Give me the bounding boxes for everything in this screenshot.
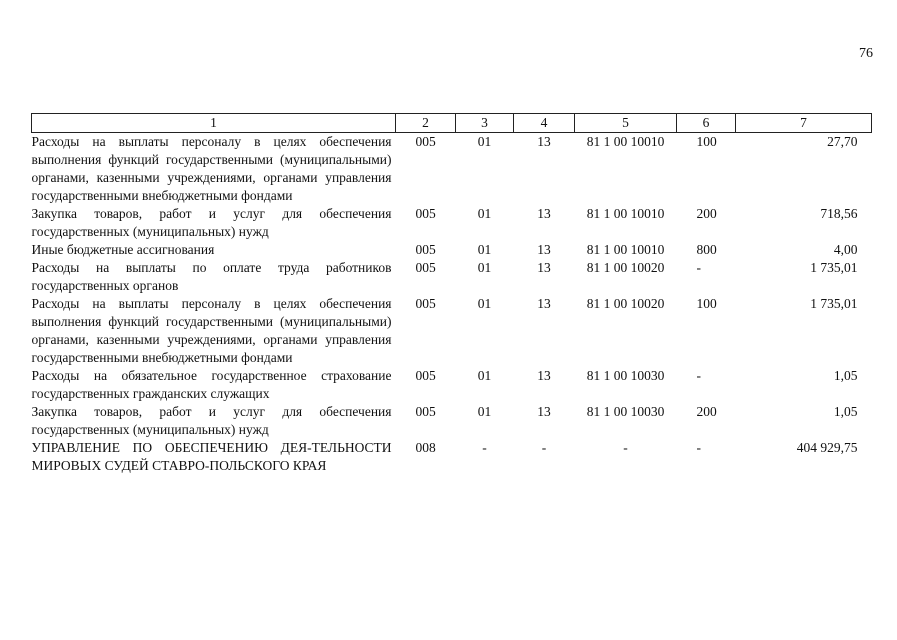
row-name: Закупка товаров, работ и услуг для обеспечения государственных (муниципальных) нужд — [31, 404, 392, 437]
row-target-item-code: 81 1 00 10010 — [586, 242, 665, 257]
row-subsection-code: 13 — [537, 206, 551, 221]
row-ministry-code: 005 — [415, 134, 436, 149]
row-subsection-code: 13 — [537, 368, 551, 383]
table-header-row — [32, 114, 872, 133]
column-header-7: 7 — [736, 114, 872, 133]
row-ministry-code: 005 — [415, 404, 436, 419]
row-amount: 4,00 — [833, 242, 858, 257]
row-name: Расходы на выплаты персоналу в целях обеспечения выполнения функций государственными (муниципальными) органами, казенными учреждениями, органами управления государственными внебюджетными фондами — [31, 296, 392, 365]
row-expense-type-code: 800 — [696, 242, 717, 257]
row-expense-type-code: - — [696, 440, 701, 455]
row-amount: 1 735,01 — [810, 296, 858, 311]
row-ministry-code: 005 — [415, 368, 436, 383]
row-ministry-code: 008 — [415, 440, 436, 455]
table-row — [32, 259, 872, 295]
row-name: Расходы на выплаты по оплате труда работников государственных органов — [31, 260, 392, 293]
row-expense-type-code: 100 — [696, 296, 717, 311]
row-target-item-code: 81 1 00 10010 — [586, 206, 665, 221]
row-ministry-code: 005 — [415, 242, 436, 257]
column-header-5: 5 — [575, 114, 677, 133]
row-subsection-code: - — [541, 440, 547, 455]
row-subsection-code: 13 — [537, 260, 551, 275]
row-section-code: 01 — [477, 260, 492, 275]
row-amount: 1,05 — [833, 404, 858, 419]
row-section-code: 01 — [477, 404, 492, 419]
row-target-item-code: 81 1 00 10030 — [586, 368, 665, 383]
row-subsection-code: 13 — [537, 242, 551, 257]
row-ministry-code: 005 — [415, 260, 436, 275]
row-target-item-code: 81 1 00 10030 — [586, 404, 665, 419]
budget-table — [31, 113, 872, 475]
row-section-code: 01 — [477, 206, 492, 221]
column-header-3: 3 — [456, 114, 514, 133]
row-name: Расходы на выплаты персоналу в целях обеспечения выполнения функций государственными (муниципальными) органами, казенными учреждениями, органами управления государственными внебюджетными фондами — [31, 134, 392, 203]
column-header-6: 6 — [677, 114, 736, 133]
row-amount: 27,70 — [827, 134, 858, 149]
table-row — [32, 403, 872, 439]
table-row — [32, 133, 872, 206]
row-target-item-code: - — [623, 440, 628, 455]
table-row — [32, 367, 872, 403]
row-section-code: 01 — [477, 368, 492, 383]
row-amount: 718,56 — [820, 206, 858, 221]
row-section-code: 01 — [477, 134, 492, 149]
row-name: Иные бюджетные ассигнования — [31, 242, 215, 257]
row-expense-type-code: 100 — [696, 134, 717, 149]
table-row — [32, 205, 872, 241]
table-row — [32, 439, 872, 475]
row-target-item-code: 81 1 00 10020 — [586, 296, 665, 311]
row-amount: 404 929,75 — [796, 440, 858, 455]
column-header-1: 1 — [32, 114, 396, 133]
row-amount: 1,05 — [833, 368, 858, 383]
row-section-code: 01 — [477, 242, 492, 257]
row-expense-type-code: - — [696, 368, 701, 383]
row-name: Расходы на обязательное государственное страхование государственных гражданских служащих — [31, 368, 392, 401]
row-name: Закупка товаров, работ и услуг для обеспечения государственных (муниципальных) нужд — [31, 206, 392, 239]
row-subsection-code: 13 — [537, 134, 551, 149]
table-row — [32, 295, 872, 367]
row-expense-type-code: - — [696, 260, 701, 275]
column-header-2: 2 — [396, 114, 456, 133]
row-amount: 1 735,01 — [810, 260, 858, 275]
row-ministry-code: 005 — [415, 206, 436, 221]
row-name: УПРАВЛЕНИЕ ПО ОБЕСПЕЧЕНИЮ ДЕЯ-ТЕЛЬНОСТИ МИРОВЫХ СУДЕЙ СТАВРО-ПОЛЬСКОГО КРАЯ — [31, 440, 392, 473]
row-target-item-code: 81 1 00 10020 — [586, 260, 665, 275]
column-header-4: 4 — [514, 114, 575, 133]
row-target-item-code: 81 1 00 10010 — [586, 134, 665, 149]
row-section-code: 01 — [477, 296, 492, 311]
row-subsection-code: 13 — [537, 296, 551, 311]
row-expense-type-code: 200 — [696, 206, 717, 221]
row-ministry-code: 005 — [415, 296, 436, 311]
row-section-code: - — [482, 440, 487, 455]
row-subsection-code: 13 — [537, 404, 551, 419]
row-expense-type-code: 200 — [696, 404, 717, 419]
table-row — [32, 241, 872, 259]
page-number: 76 — [859, 46, 873, 61]
